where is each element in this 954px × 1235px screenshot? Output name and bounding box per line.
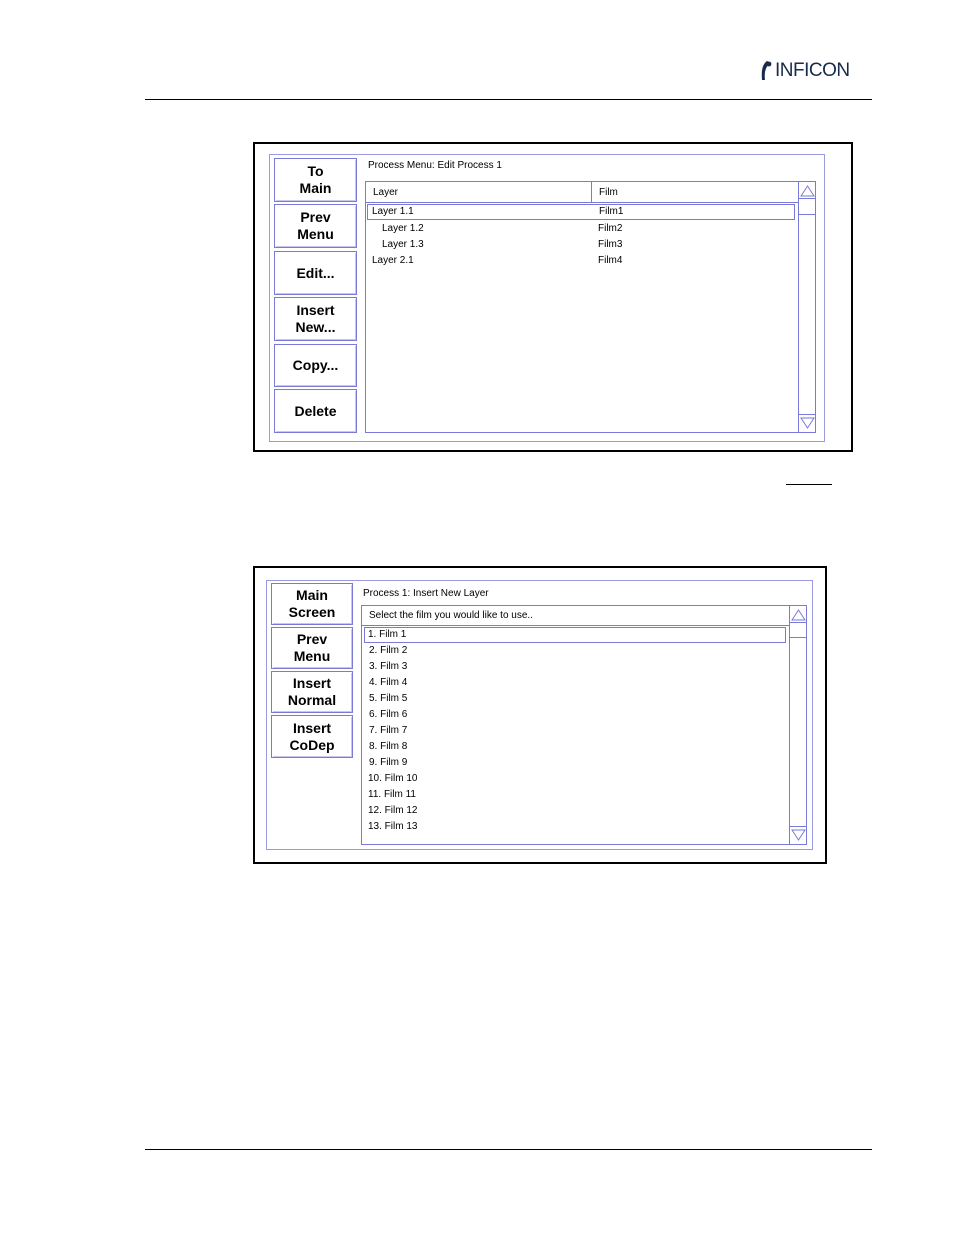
- film-list-item[interactable]: 9. Film 9: [369, 757, 408, 768]
- column-header-film[interactable]: Film: [599, 187, 618, 198]
- column-separator: [591, 182, 592, 202]
- film-list-item[interactable]: 3. Film 3: [369, 661, 408, 672]
- film-list-item[interactable]: 4. Film 4: [369, 677, 408, 688]
- film-list-item[interactable]: 12. Film 12: [368, 805, 418, 816]
- film-name: Film2: [598, 223, 623, 234]
- film-list-item[interactable]: 10. Film 10: [368, 773, 418, 784]
- scroll-down-icon[interactable]: [799, 414, 815, 432]
- layer-name: Layer 1.1: [372, 206, 414, 217]
- film-list-prompt-bar: [362, 606, 789, 626]
- column-header-layer[interactable]: Layer: [373, 187, 399, 198]
- to-main-button[interactable]: To Main: [274, 158, 357, 202]
- film-name: Film4: [598, 255, 623, 266]
- film-list-item[interactable]: 13. Film 13: [368, 821, 418, 832]
- layer-name: Layer 1.3: [382, 239, 424, 250]
- underline-mark: [786, 484, 832, 485]
- film-list-item[interactable]: 8. Film 8: [369, 741, 408, 752]
- layer-list[interactable]: [365, 181, 816, 433]
- delete-button[interactable]: Delete: [274, 389, 357, 433]
- prev-menu-button[interactable]: Prev Menu: [274, 204, 357, 248]
- film-list-item[interactable]: 5. Film 5: [369, 693, 408, 704]
- layer-list-header: [366, 182, 798, 203]
- scroll-down-icon[interactable]: [790, 826, 806, 844]
- selected-row-highlight: [364, 627, 786, 643]
- layer-name: Layer 2.1: [372, 255, 414, 266]
- logo-text: INFICON: [775, 60, 850, 81]
- screen1-title: Process Menu: Edit Process 1: [368, 160, 502, 171]
- screen2-title: Process 1: Insert New Layer: [363, 588, 489, 599]
- film-list-item[interactable]: 1. Film 1: [368, 629, 407, 640]
- insert-codep-button[interactable]: Insert CoDep: [271, 715, 353, 758]
- edit-process-screen: [253, 142, 853, 452]
- insert-new-button[interactable]: Insert New...: [274, 297, 357, 341]
- copy-button[interactable]: Copy...: [274, 344, 357, 387]
- insert-normal-button[interactable]: Insert Normal: [271, 671, 353, 713]
- scroll-thumb-bottom: [790, 637, 806, 638]
- film-list-prompt: Select the film you would like to use..: [369, 610, 533, 621]
- film-list-item[interactable]: 6. Film 6: [369, 709, 408, 720]
- insert-new-layer-screen: [253, 566, 827, 864]
- film-name: Film3: [598, 239, 623, 250]
- selected-row-highlight: [367, 204, 795, 220]
- film-list-item[interactable]: 2. Film 2: [369, 645, 408, 656]
- prev-menu-button[interactable]: Prev Menu: [271, 627, 353, 669]
- scroll-thumb-top: [799, 198, 815, 199]
- edit-button[interactable]: Edit...: [274, 251, 357, 295]
- film-list-scrollbar[interactable]: [789, 606, 806, 844]
- film-name: Film1: [599, 206, 624, 217]
- header-rule: [145, 99, 872, 100]
- layer-name: Layer 1.2: [382, 223, 424, 234]
- scroll-thumb-bottom: [799, 214, 815, 215]
- footer-rule: [145, 1149, 872, 1150]
- layer-list-scrollbar[interactable]: [798, 182, 815, 432]
- scroll-thumb-top: [790, 622, 806, 623]
- film-list-item[interactable]: 7. Film 7: [369, 725, 408, 736]
- inficon-logo-icon: [760, 60, 772, 82]
- film-list-item[interactable]: 11. Film 11: [368, 789, 416, 800]
- main-screen-button[interactable]: Main Screen: [271, 583, 353, 625]
- film-list[interactable]: [361, 605, 807, 845]
- inficon-logo: [760, 58, 850, 84]
